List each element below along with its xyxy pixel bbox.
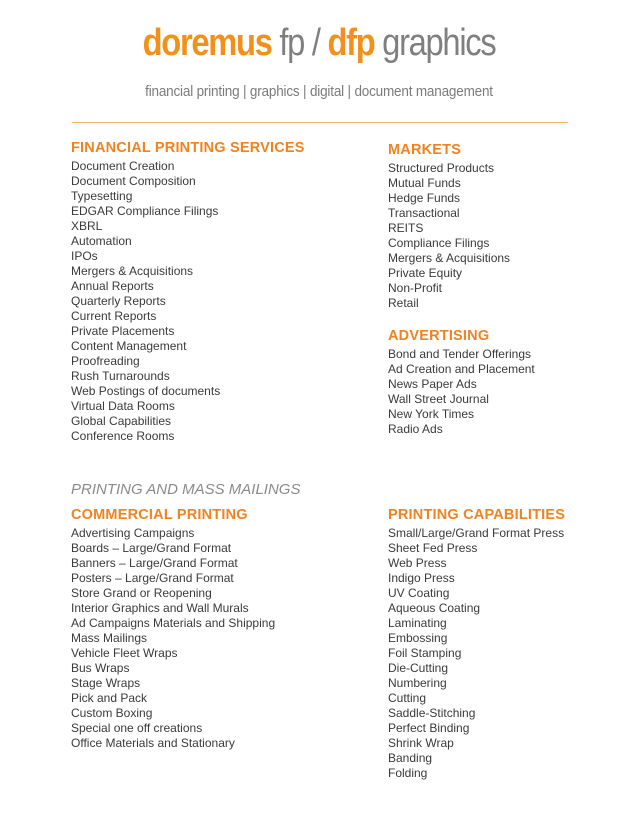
list-item: Sheet Fed Press <box>388 541 478 555</box>
commercial-printing-heading: COMMERCIAL PRINTING <box>71 507 248 523</box>
list-item: Annual Reports <box>71 279 154 293</box>
list-item: Private Placements <box>71 324 175 338</box>
list-item: Compliance Filings <box>388 236 490 250</box>
list-item: Small/Large/Grand Format Press <box>388 526 565 540</box>
list-item: Office Materials and Stationary <box>71 736 235 750</box>
list-item: Pick and Pack <box>71 691 148 705</box>
printing-capabilities-section <box>388 506 565 781</box>
list-item: Shrink Wrap <box>388 736 454 750</box>
list-item: Boards – Large/Grand Format <box>71 541 232 555</box>
list-item: Saddle-Stitching <box>388 706 476 720</box>
list-item: Radio Ads <box>388 422 443 436</box>
list-item: Store Grand or Reopening <box>71 586 212 600</box>
logo-graphics: graphics <box>382 22 496 64</box>
logo-doremus: doremus <box>142 22 272 64</box>
list-item: Web Press <box>388 556 447 570</box>
list-item: Laminating <box>388 616 447 630</box>
financial-printing-list <box>71 159 305 444</box>
list-item: REITS <box>388 221 424 235</box>
list-item: Transactional <box>388 206 460 220</box>
header-divider <box>72 122 568 123</box>
list-item: Private Equity <box>388 266 463 280</box>
markets-heading: MARKETS <box>388 142 462 158</box>
list-item: News Paper Ads <box>388 377 477 391</box>
list-item: Ad Creation and Placement <box>388 362 535 376</box>
list-item: Posters – Large/Grand Format <box>71 571 234 585</box>
list-item: Rush Turnarounds <box>71 369 170 383</box>
list-item: Automation <box>71 234 132 248</box>
advertising-section <box>388 327 535 437</box>
financial-printing-heading: FINANCIAL PRINTING SERVICES <box>71 140 305 156</box>
list-item: Vehicle Fleet Wraps <box>71 646 178 660</box>
list-item: Bus Wraps <box>71 661 130 675</box>
list-item: Custom Boxing <box>71 706 153 720</box>
list-item: Global Capabilities <box>71 414 172 428</box>
printing-capabilities-list <box>388 526 565 781</box>
list-item: Non-Profit <box>388 281 443 295</box>
list-item: Document Creation <box>71 159 175 173</box>
list-item: Advertising Campaigns <box>71 526 195 540</box>
logo-dfp: dfp <box>327 22 375 64</box>
list-item: Document Composition <box>71 174 196 188</box>
list-item: Typesetting <box>71 189 133 203</box>
list-item: Virtual Data Rooms <box>71 399 175 413</box>
logo-slash: / <box>311 22 320 64</box>
printing-mass-mailings-heading: PRINTING AND MASS MAILINGS <box>71 481 301 498</box>
list-item: Mass Mailings <box>71 631 148 645</box>
list-item: Aqueous Coating <box>388 601 481 615</box>
list-item: Cutting <box>388 691 427 705</box>
list-item: Ad Campaigns Materials and Shipping <box>71 616 276 630</box>
list-item: Stage Wraps <box>71 676 141 690</box>
list-item: Mergers & Acquisitions <box>71 264 194 278</box>
printing-capabilities-heading: PRINTING CAPABILITIES <box>388 507 566 523</box>
markets-section <box>388 141 510 311</box>
list-item: Structured Products <box>388 161 495 175</box>
list-item: Wall Street Journal <box>388 392 489 406</box>
list-item: Mergers & Acquisitions <box>388 251 511 265</box>
list-item: Conference Rooms <box>71 429 175 443</box>
list-item: UV Coating <box>388 586 450 600</box>
list-item: Mutual Funds <box>388 176 461 190</box>
list-item: Content Management <box>71 339 187 353</box>
list-item: Retail <box>388 296 419 310</box>
list-item: Numbering <box>388 676 447 690</box>
advertising-list <box>388 347 535 437</box>
tagline: financial printing | graphics | digital | document management <box>145 83 493 100</box>
commercial-printing-section <box>71 506 275 751</box>
list-item: Foil Stamping <box>388 646 462 660</box>
list-item: Web Postings of documents <box>71 384 221 398</box>
list-item: Current Reports <box>71 309 157 323</box>
markets-list <box>388 161 510 311</box>
list-item: EDGAR Compliance Filings <box>71 204 219 218</box>
list-item: Special one off creations <box>71 721 203 735</box>
list-item: Quarterly Reports <box>71 294 166 308</box>
list-item: Embossing <box>388 631 448 645</box>
list-item: Proofreading <box>71 354 140 368</box>
logo-fp: fp <box>279 22 305 64</box>
financial-printing-section <box>71 139 305 444</box>
advertising-heading: ADVERTISING <box>388 328 490 344</box>
company-logo <box>45 20 594 66</box>
list-item: Folding <box>388 766 428 780</box>
list-item: Bond and Tender Offerings <box>388 347 531 361</box>
list-item: Banners – Large/Grand Format <box>71 556 238 570</box>
list-item: Indigo Press <box>388 571 455 585</box>
list-item: Perfect Binding <box>388 721 470 735</box>
list-item: New York Times <box>388 407 475 421</box>
list-item: Interior Graphics and Wall Murals <box>71 601 249 615</box>
commercial-printing-list <box>71 526 275 751</box>
list-item: Hedge Funds <box>388 191 461 205</box>
list-item: Banding <box>388 751 433 765</box>
list-item: Die-Cutting <box>388 661 449 675</box>
list-item: IPOs <box>71 249 98 263</box>
list-item: XBRL <box>71 219 103 233</box>
